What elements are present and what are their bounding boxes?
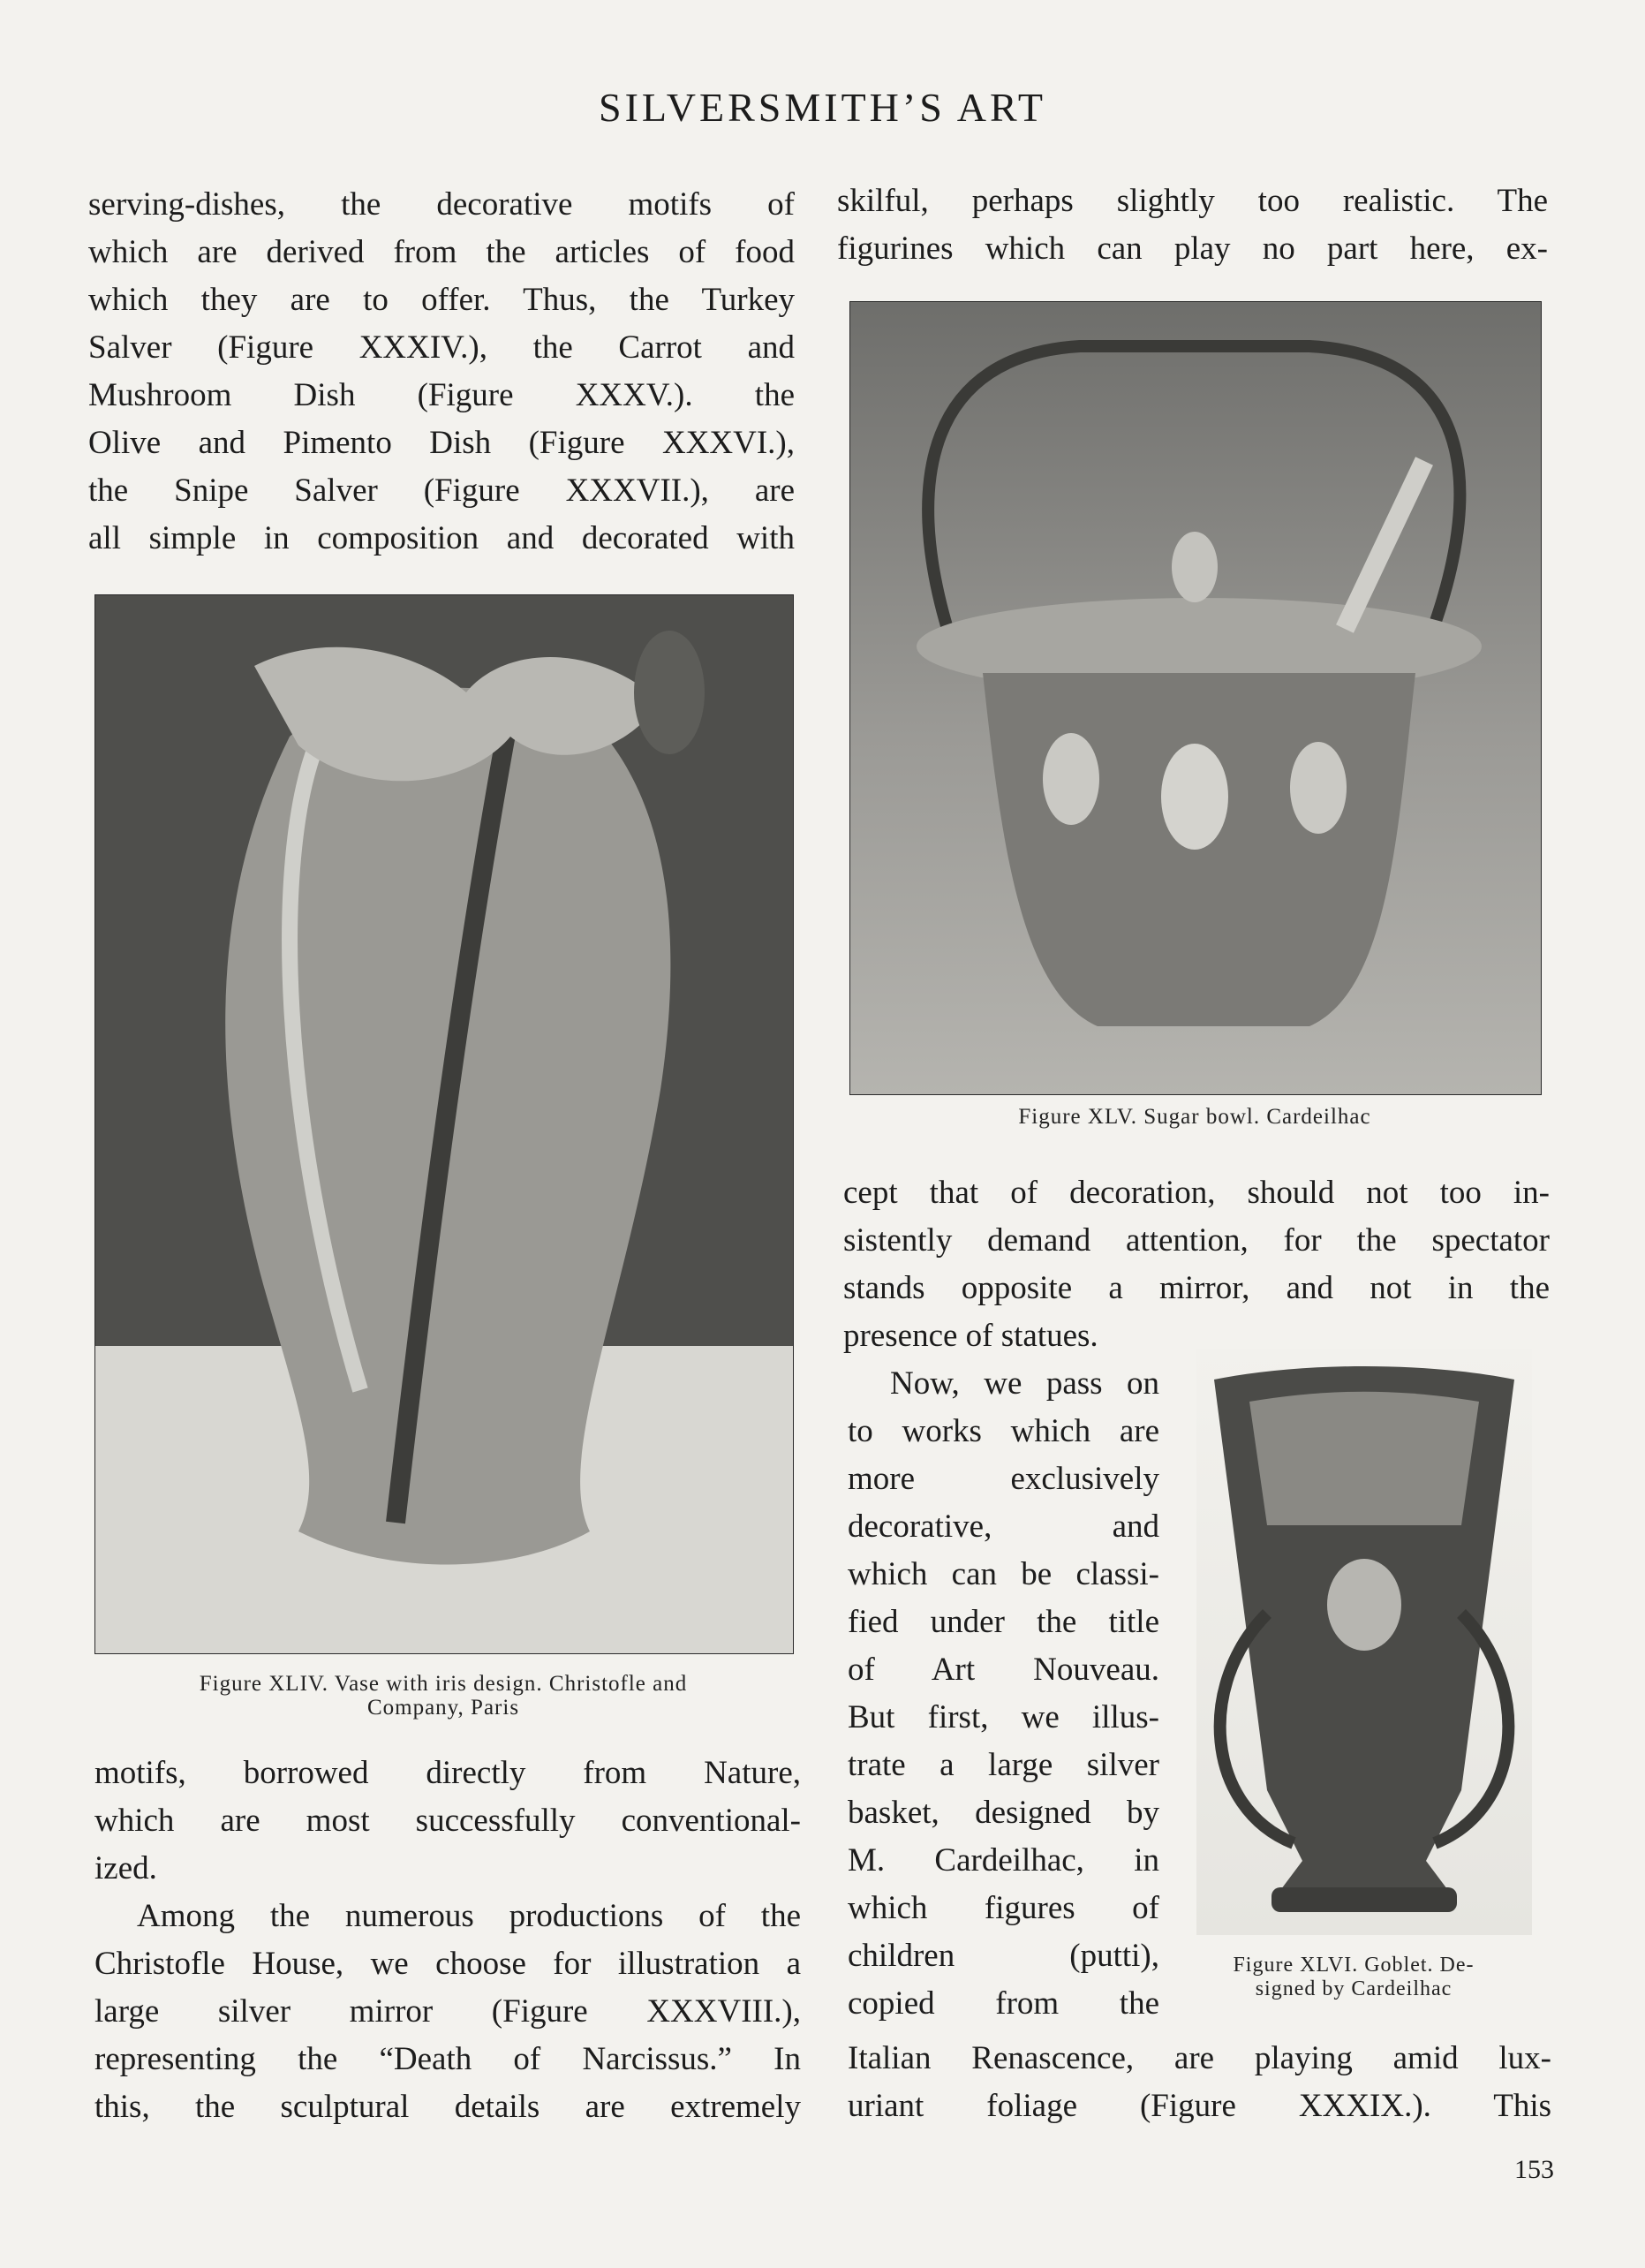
text-line: Among the numerous productions of the bbox=[137, 1898, 801, 1934]
text-line: more exclusively bbox=[848, 1461, 1159, 1497]
text-line: figurines which can play no part here, ex- bbox=[837, 231, 1548, 267]
text-line: Mushroom Dish (Figure XXXV.). the bbox=[88, 377, 795, 413]
figure-caption bbox=[1186, 1954, 1521, 2001]
text-line: of Art Nouveau. bbox=[848, 1652, 1159, 1688]
vase-photograph bbox=[94, 594, 794, 1654]
text-line: which can be classi- bbox=[848, 1556, 1159, 1592]
running-header: SILVERSMITH’S ART bbox=[599, 85, 1046, 130]
text-line: M. Cardeilhac, in bbox=[848, 1842, 1159, 1879]
text-line: But first, we illus- bbox=[848, 1699, 1159, 1735]
text-line: which are most successfully conventional- bbox=[94, 1803, 801, 1839]
right-column-bottom-text bbox=[848, 2035, 1551, 2130]
text-line: representing the “Death of Narcissus.” In bbox=[94, 2041, 801, 2077]
text-line: the Snipe Salver (Figure XXXVII.), are bbox=[88, 472, 795, 509]
text-line: motifs, borrowed directly from Nature, bbox=[94, 1755, 801, 1791]
right-column-narrow-text bbox=[848, 1360, 1159, 2028]
caption-line: Company, Paris bbox=[366, 1696, 520, 1720]
text-line: all simple in composition and decorated with bbox=[88, 520, 795, 556]
text-line: basket, designed by bbox=[848, 1795, 1159, 1831]
text-line: ized. bbox=[94, 1850, 157, 1886]
text-line: which are derived from the articles of food bbox=[88, 234, 795, 270]
left-column-top-text bbox=[88, 181, 795, 563]
text-line: serving-dishes, the decorative motifs of bbox=[88, 186, 795, 223]
figure-caption bbox=[94, 1672, 792, 1720]
caption-line: signed by Cardeilhac bbox=[1255, 1977, 1453, 2000]
text-line: decorative, and bbox=[848, 1508, 1159, 1545]
text-line: Italian Renascence, are playing amid lux- bbox=[848, 2040, 1551, 2076]
goblet-photograph bbox=[1196, 1349, 1532, 1935]
right-column-middle-text bbox=[843, 1169, 1550, 1360]
text-line: which they are to offer. Thus, the Turkey bbox=[88, 282, 795, 318]
figure-caption: Figure XLV. Sugar bowl. Cardeilhac bbox=[1018, 1105, 1371, 1129]
text-line: cept that of decoration, should not too in- bbox=[843, 1175, 1550, 1211]
sugar-bowl-photograph bbox=[849, 301, 1542, 1095]
page-number: 153 bbox=[1514, 2155, 1554, 2184]
left-column-bottom-text bbox=[94, 1750, 801, 2131]
text-line: this, the sculptural details are extremely bbox=[94, 2089, 801, 2125]
text-line: presence of statues. bbox=[843, 1318, 1098, 1354]
caption-line: Figure XLVI. Goblet. De- bbox=[1233, 1954, 1475, 1977]
text-line: sistently demand attention, for the spectator bbox=[843, 1222, 1550, 1259]
text-line: stands opposite a mirror, and not in the bbox=[843, 1270, 1550, 1306]
text-line: Now, we pass on bbox=[890, 1365, 1159, 1402]
text-line: Salver (Figure XXXIV.), the Carrot and bbox=[88, 329, 795, 366]
caption-line: Figure XLIV. Vase with iris design. Christofle and bbox=[199, 1672, 688, 1696]
text-line: to works which are bbox=[848, 1413, 1159, 1449]
text-line: children (putti), bbox=[848, 1938, 1159, 1974]
text-line: fied under the title bbox=[848, 1604, 1159, 1640]
right-column-top-text bbox=[837, 178, 1548, 273]
text-line: which figures of bbox=[848, 1890, 1159, 1926]
text-line: Olive and Pimento Dish (Figure XXXVI.), bbox=[88, 425, 795, 461]
text-line: Christofle House, we choose for illustration a bbox=[94, 1946, 801, 1982]
text-line: trate a large silver bbox=[848, 1747, 1159, 1783]
text-line: skilful, perhaps slightly too realistic. The bbox=[837, 183, 1548, 219]
text-line: uriant foliage (Figure XXXIX.). This bbox=[848, 2088, 1551, 2124]
text-line: copied from the bbox=[848, 1985, 1159, 2022]
text-line: large silver mirror (Figure XXXVIII.), bbox=[94, 1993, 801, 2030]
